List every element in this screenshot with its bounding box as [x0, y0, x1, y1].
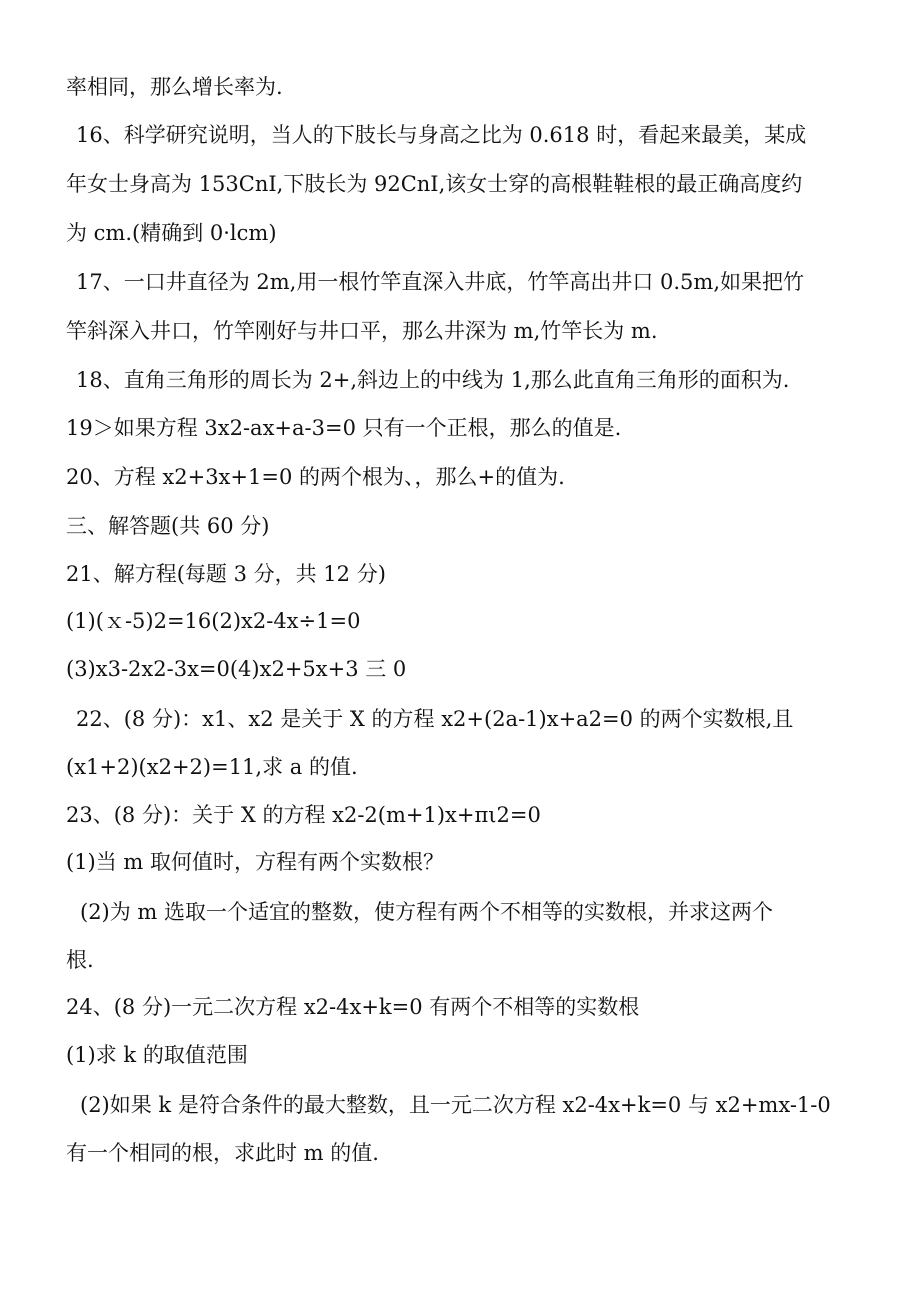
question-22-line-2: (x1+2)(x2+2)=11,求 a 的值. — [66, 755, 358, 779]
question-20: 20、方程 x2+3x+1=0 的两个根为、，那么+的值为. — [66, 465, 565, 489]
question-24-part-2-line-2: 有一个相同的根，求此时 m 的值. — [66, 1141, 379, 1165]
question-24: 24、(8 分)一元二次方程 x2-4x+k=0 有两个不相等的实数根 — [66, 995, 640, 1019]
question-21: 21、解方程(每题 3 分，共 12 分) — [66, 562, 386, 586]
question-24-part-2-line-1: (2)如果 k 是符合条件的最大整数，且一元二次方程 x2-4x+k=0 与 x2+mx-1-0 — [80, 1093, 831, 1117]
question-21-part-3-4: (3)x3-2x2-3x=0(4)x2+5x+3 三 0 — [66, 657, 407, 681]
question-16-line-2: 年女士身高为 153CnI,下肢长为 92CnI,该女士穿的高根鞋鞋根的最正确高度约 — [66, 172, 803, 196]
question-23-part-2-line-2: 根. — [66, 948, 94, 972]
question-19: 19＞如果方程 3x2-ax+a-3=0 只有一个正根，那么的值是. — [66, 416, 622, 440]
question-22-line-1: 22、(8 分)：x1、x2 是关于 X 的方程 x2+(2a-1)x+a2=0 的两个实数根,且 — [76, 707, 794, 731]
question-16-line-3: 为 cm.(精确到 0·lcm) — [66, 221, 277, 245]
question-18: 18、直角三角形的周长为 2+,斜边上的中线为 1,那么此直角三角形的面积为. — [76, 368, 790, 392]
question-23-part-2-line-1: (2)为 m 选取一个适宜的整数，使方程有两个不相等的实数根，并求这两个 — [80, 900, 774, 924]
question-21-part-1-2: (1)(ｘ-5)2=16(2)x2-4x÷1=0 — [66, 609, 361, 633]
question-17-line-2: 竿斜深入井口，竹竿刚好与井口平，那么井深为 m,竹竿长为 m. — [66, 319, 658, 343]
question-24-part-1: (1)求 k 的取值范围 — [66, 1043, 248, 1067]
section-heading-3: 三、解答题(共 60 分) — [66, 514, 270, 538]
text-line-rate: 率相同，那么增长率为. — [66, 75, 283, 99]
question-23-part-1: (1)当 m 取何值时，方程有两个实数根？ — [66, 850, 445, 874]
question-17-line-1: 17、一口井直径为 2m,用一根竹竿直深入井底，竹竿高出井口 0.5m,如果把竹 — [76, 270, 805, 294]
question-16-line-1: 16、科学研究说明，当人的下肢长与身高之比为 0.618 时，看起来最美，某成 — [76, 123, 807, 147]
question-23: 23、(8 分)：关于 X 的方程 x2-2(m+1)x+πι2=0 — [66, 803, 541, 827]
